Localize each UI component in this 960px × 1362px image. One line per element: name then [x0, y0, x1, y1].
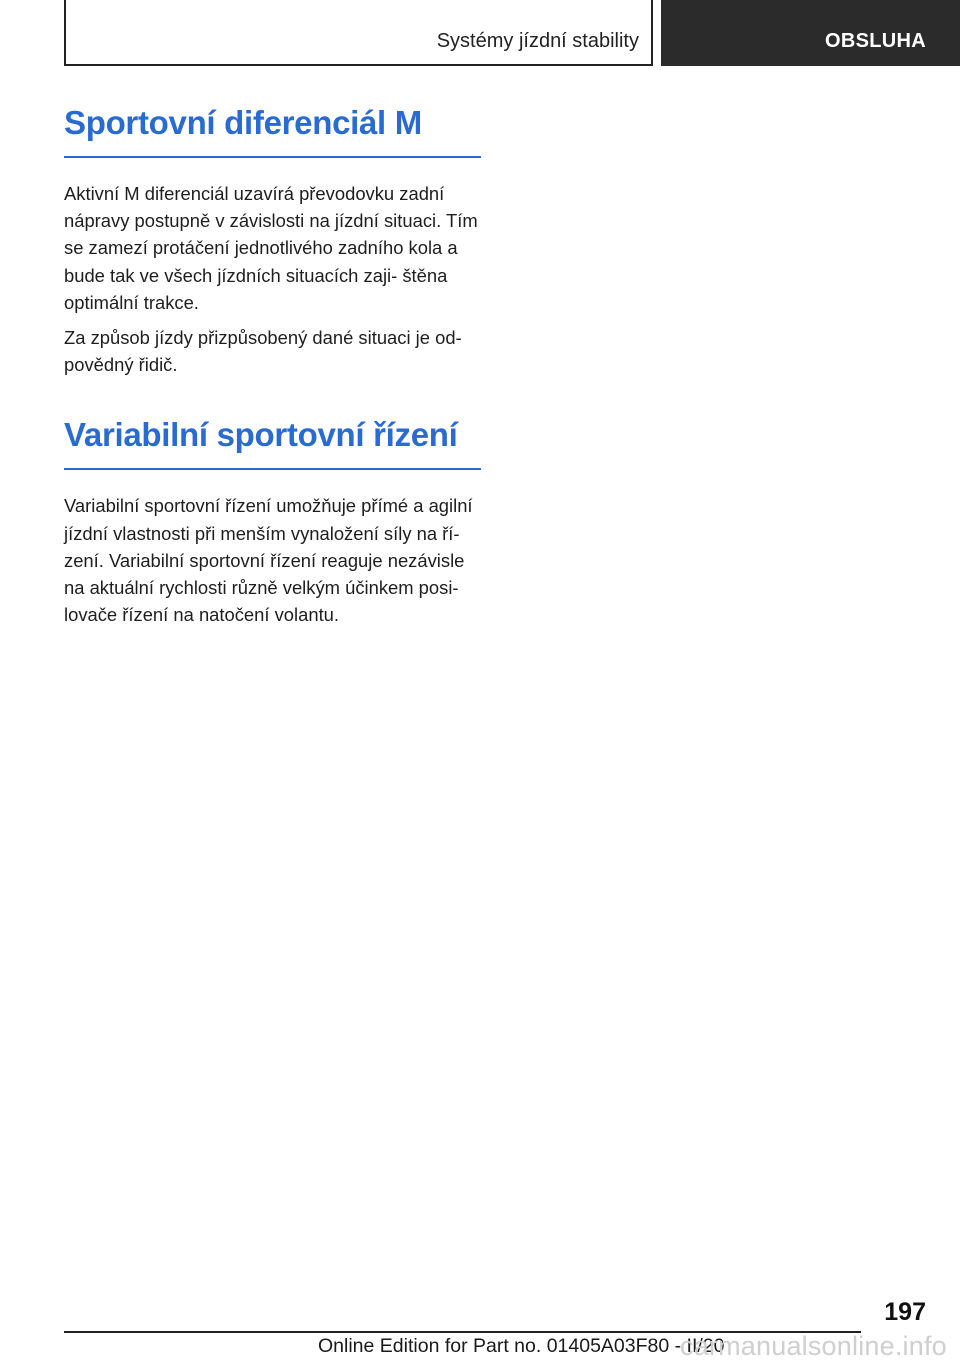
chapter-label: OBSLUHA	[825, 30, 926, 52]
main-content	[64, 104, 481, 628]
page-number: 197	[884, 1298, 926, 1326]
edition-info: Online Edition for Part no. 01405A03F80 - II/20	[318, 1335, 725, 1357]
paragraph: Variabilní sportovní řízení umožňuje přímé a agilní jízdní vlastnosti při menším vynaložení síly na ří‐ zení. Variabilní sportovní řízení reaguje nezávisle na aktuální rychlosti různě velkým účinkem posi‐ lovače řízení na natočení volantu.	[64, 495, 473, 626]
watermark: carmanualsonline.info	[680, 1331, 947, 1361]
paragraph: Za způsob jízdy přizpůsobený dané situaci je od‐ povědný řidič.	[64, 326, 462, 376]
paragraph: Aktivní M diferenciál uzavírá převodovku zadní nápravy postupně v závislosti na jízdní situaci. Tím se zamezí protáčení jednotlivého zadního kola a bude tak ve všech jízdních situacích zaji‐ štěna optimální trakce.	[64, 182, 478, 313]
section-heading-variable-steering: Variabilní sportovní řízení	[64, 416, 481, 470]
section-heading-sport-differential: Sportovní diferenciál M	[64, 104, 481, 158]
section-title: Systémy jízdní stability	[436, 30, 639, 52]
page-header	[64, 0, 960, 66]
chapter-tab	[661, 0, 960, 66]
section-tab	[64, 0, 653, 66]
